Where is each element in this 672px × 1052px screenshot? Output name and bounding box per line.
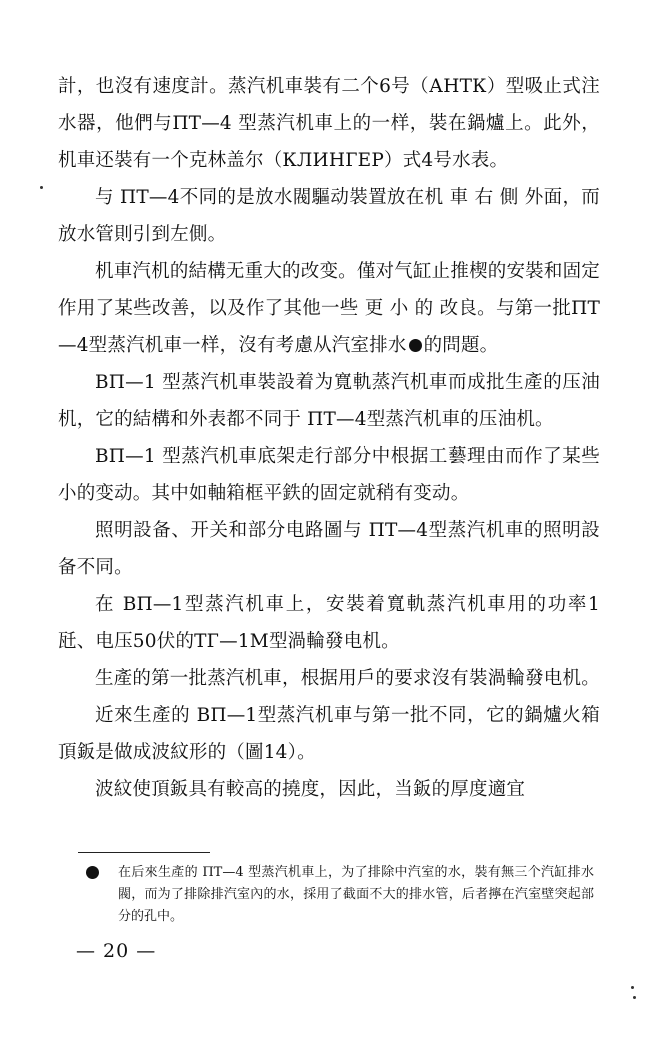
paragraph-5: ВП—1 型蒸汽机車底架走行部分中根据工藝理由而作了某些小的变动。其中如軸箱框平鉄的固定就稍有变动。: [58, 446, 600, 504]
page-number: — 20 —: [76, 940, 157, 962]
footnote-marker-icon: [409, 339, 422, 352]
footnote-divider: [78, 852, 210, 853]
body-text: [58, 68, 600, 808]
paragraph-8: 生產的第一批蒸汽机車，根据用戶的要求沒有裝渦輪發电机。: [95, 668, 600, 689]
scan-speck: [633, 996, 636, 999]
paragraph-3-text: 机車汽机的結構无重大的改变。僅对气缸止推楔的安裝和固定作用了某些改善，以及作了其他一些 更 小 的 改良。与第一批ПТ—4型蒸汽机車一样，沒有考慮从汽室排水: [58, 261, 600, 356]
paragraph-3-tail: 的問題。: [423, 335, 499, 356]
scan-speck: [40, 186, 43, 189]
footnote-marker-icon: [86, 866, 99, 879]
paragraph-10: 波紋使頂鈑具有較高的撓度，因此，当鈑的厚度適宜: [95, 779, 526, 800]
footnote: [86, 862, 594, 928]
paragraph-1: 計，也沒有速度計。蒸汽机車裝有二个6号（АНТК）型吸止式注水器，他們与ПТ—4 型蒸汽机車上的一样，裝在鍋爐上。此外，机車还裝有一个克林盖尔（КЛИНГЕР）式4号水表。: [58, 76, 600, 171]
paragraph-7: 在 ВП—1型蒸汽机車上，安裝着寬軌蒸汽机車用的功率1瓩、电压50伏的ТГ—1М型渦輪發电机。: [58, 594, 600, 652]
paragraph-3: [58, 253, 600, 364]
footnote-text: 在后來生產的 ПТ—4 型蒸汽机車上，为了排除中汽室的水，裝有無三个汽缸排水閥，而为了排除排汽室內的水，採用了截面不大的排水管，后者擰在汽室壁突起部分的孔中。: [118, 865, 594, 924]
scan-speck: [631, 986, 634, 989]
paragraph-4: ВП—1 型蒸汽机車裝設着为寬軌蒸汽机車而成批生產的压油机，它的結構和外表都不同于 ПТ—4型蒸汽机車的压油机。: [58, 372, 600, 430]
paragraph-2: 与 ПТ—4不同的是放水閥驅动裝置放在机 車 右 側 外面，而放水管則引到左側。: [58, 187, 600, 245]
paragraph-9: 近來生產的 ВП—1型蒸汽机車与第一批不同，它的鍋爐火箱頂鈑是做成波紋形的（圖14）。: [58, 705, 600, 763]
paragraph-6: 照明設备、开关和部分电路圖与 ПТ—4型蒸汽机車的照明設备不同。: [58, 520, 600, 578]
